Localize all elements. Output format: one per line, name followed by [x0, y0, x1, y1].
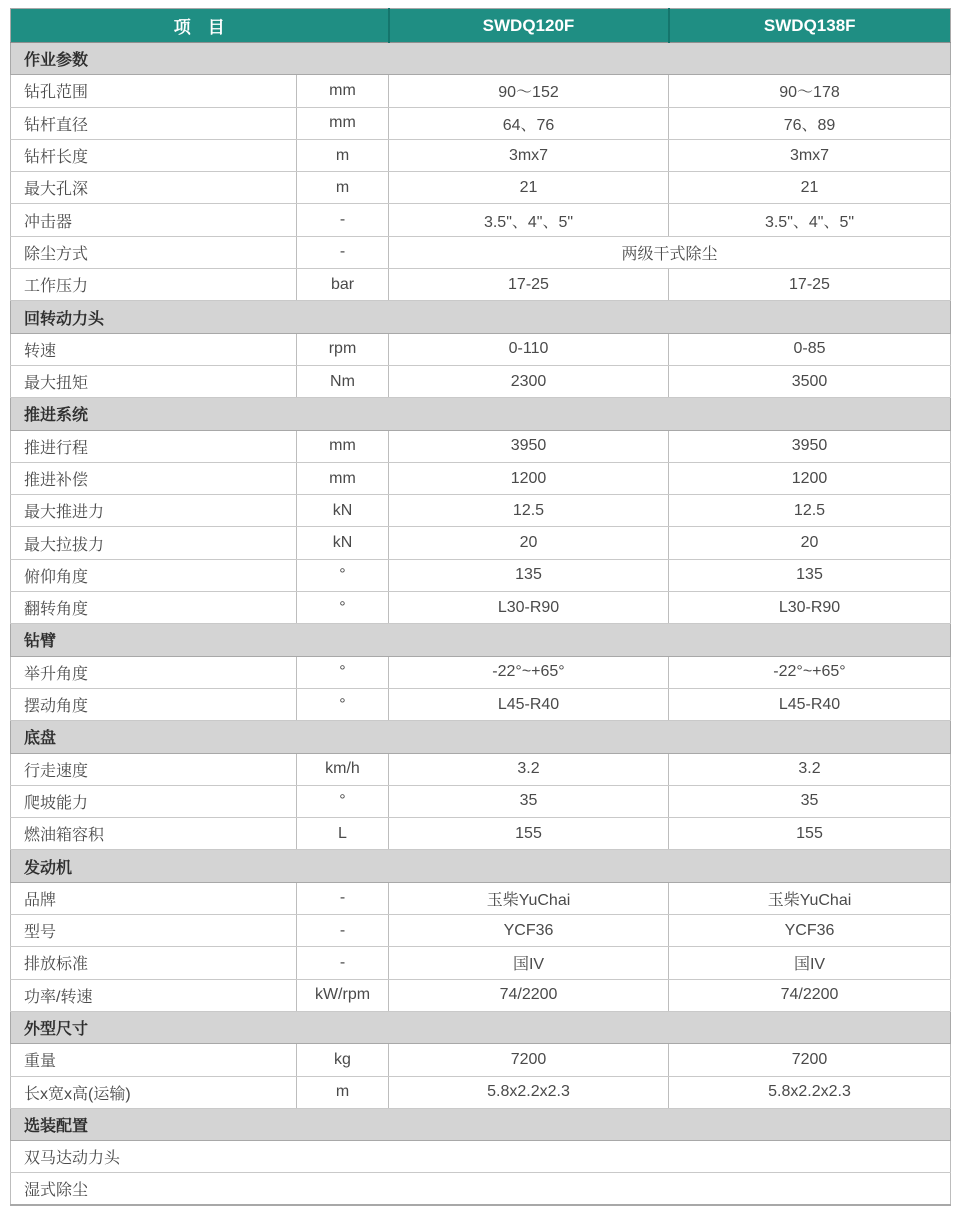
spec-value2-cell: 5.8x2.2x2.3 — [669, 1076, 951, 1108]
spec-value2-cell: 74/2200 — [669, 979, 951, 1011]
spec-row — [11, 1141, 951, 1173]
section-header-row — [11, 301, 951, 333]
spec-label-cell: 功率/转速 — [11, 979, 297, 1011]
section-header-row — [11, 850, 951, 882]
spec-value1-cell: 玉柴YuChai — [389, 882, 669, 914]
spec-value2-cell: L30-R90 — [669, 592, 951, 624]
spec-row — [11, 495, 951, 527]
spec-row — [11, 139, 951, 171]
spec-row — [11, 333, 951, 365]
spec-value1-cell: 国IV — [389, 947, 669, 979]
spec-value1-cell: L30-R90 — [389, 592, 669, 624]
spec-label-cell: 重量 — [11, 1044, 297, 1076]
spec-unit-cell: Nm — [297, 365, 389, 397]
section-title: 作业参数 — [11, 43, 951, 75]
spec-value2-cell: 135 — [669, 559, 951, 591]
spec-value1-cell: 12.5 — [389, 495, 669, 527]
spec-value2-cell: 20 — [669, 527, 951, 559]
spec-row — [11, 75, 951, 107]
spec-unit-cell: m — [297, 172, 389, 204]
spec-label-cell: 除尘方式 — [11, 236, 297, 268]
spec-label-cell: 冲击器 — [11, 204, 297, 236]
spec-value1-cell: 5.8x2.2x2.3 — [389, 1076, 669, 1108]
spec-label-cell: 摆动角度 — [11, 688, 297, 720]
spec-row — [11, 1044, 951, 1076]
spec-value1-cell: 0-110 — [389, 333, 669, 365]
spec-unit-cell: m — [297, 1076, 389, 1108]
spec-unit-cell: ° — [297, 656, 389, 688]
spec-option-label: 双马达动力头 — [11, 1141, 951, 1173]
header-model2-cell: SWDQ138F — [669, 9, 951, 43]
spec-value2-cell: 3500 — [669, 365, 951, 397]
spec-label-cell: 推进行程 — [11, 430, 297, 462]
spec-value1-cell: 74/2200 — [389, 979, 669, 1011]
spec-value2-cell: 21 — [669, 172, 951, 204]
spec-value1-cell: 155 — [389, 818, 669, 850]
spec-label-cell: 排放标准 — [11, 947, 297, 979]
spec-value1-cell: 3.2 — [389, 753, 669, 785]
spec-row — [11, 236, 951, 268]
spec-value1-cell: 90～152 — [389, 75, 669, 107]
spec-row — [11, 947, 951, 979]
spec-unit-cell: - — [297, 915, 389, 947]
spec-unit-cell: bar — [297, 269, 389, 301]
spec-sheet — [10, 8, 950, 1206]
spec-unit-cell: rpm — [297, 333, 389, 365]
spec-label-cell: 品牌 — [11, 882, 297, 914]
spec-label-cell: 最大孔深 — [11, 172, 297, 204]
section-title: 外型尺寸 — [11, 1011, 951, 1043]
spec-option-label: 湿式除尘 — [11, 1173, 951, 1205]
spec-unit-cell: L — [297, 818, 389, 850]
spec-value2-cell: 1200 — [669, 462, 951, 494]
spec-unit-cell: - — [297, 882, 389, 914]
spec-value1-cell: 135 — [389, 559, 669, 591]
spec-value1-cell: -22°~+65° — [389, 656, 669, 688]
spec-table — [10, 8, 951, 1206]
section-title: 发动机 — [11, 850, 951, 882]
spec-row — [11, 1173, 951, 1205]
spec-value1-cell: 2300 — [389, 365, 669, 397]
spec-value1-cell: 17-25 — [389, 269, 669, 301]
spec-value1-cell: 21 — [389, 172, 669, 204]
spec-row — [11, 656, 951, 688]
header-item-cell: 项 目 — [11, 9, 389, 43]
spec-label-cell: 最大扭矩 — [11, 365, 297, 397]
spec-value1-cell: 20 — [389, 527, 669, 559]
spec-value2-cell: 3.5"、4"、5" — [669, 204, 951, 236]
spec-row — [11, 688, 951, 720]
spec-value1-cell: 3mx7 — [389, 139, 669, 171]
spec-value2-cell: 3950 — [669, 430, 951, 462]
spec-label-cell: 举升角度 — [11, 656, 297, 688]
spec-row — [11, 882, 951, 914]
spec-value1-cell: 1200 — [389, 462, 669, 494]
spec-value2-cell: 17-25 — [669, 269, 951, 301]
spec-value2-cell: 3.2 — [669, 753, 951, 785]
spec-row — [11, 1076, 951, 1108]
spec-value1-cell: L45-R40 — [389, 688, 669, 720]
spec-value2-cell: L45-R40 — [669, 688, 951, 720]
spec-unit-cell: m — [297, 139, 389, 171]
spec-value1-cell: 3950 — [389, 430, 669, 462]
section-title: 底盘 — [11, 721, 951, 753]
spec-row — [11, 915, 951, 947]
spec-label-cell: 翻转角度 — [11, 592, 297, 624]
section-title: 回转动力头 — [11, 301, 951, 333]
spec-unit-cell: km/h — [297, 753, 389, 785]
spec-row — [11, 365, 951, 397]
spec-merged-value-cell: 两级干式除尘 — [389, 236, 951, 268]
spec-unit-cell: mm — [297, 75, 389, 107]
spec-row — [11, 269, 951, 301]
spec-row — [11, 818, 951, 850]
spec-label-cell: 转速 — [11, 333, 297, 365]
spec-row — [11, 559, 951, 591]
spec-row — [11, 592, 951, 624]
spec-value2-cell: 玉柴YuChai — [669, 882, 951, 914]
spec-unit-cell: ° — [297, 785, 389, 817]
section-title: 推进系统 — [11, 398, 951, 430]
section-header-row — [11, 721, 951, 753]
spec-value1-cell: 3.5"、4"、5" — [389, 204, 669, 236]
spec-label-cell: 型号 — [11, 915, 297, 947]
spec-unit-cell: mm — [297, 107, 389, 139]
spec-row — [11, 462, 951, 494]
spec-label-cell: 行走速度 — [11, 753, 297, 785]
spec-value2-cell: 7200 — [669, 1044, 951, 1076]
spec-unit-cell: ° — [297, 592, 389, 624]
spec-value1-cell: YCF36 — [389, 915, 669, 947]
spec-unit-cell: kg — [297, 1044, 389, 1076]
spec-label-cell: 钻孔范围 — [11, 75, 297, 107]
spec-unit-cell: ° — [297, 688, 389, 720]
spec-unit-cell: kN — [297, 527, 389, 559]
section-header-row — [11, 43, 951, 75]
spec-value2-cell: 76、89 — [669, 107, 951, 139]
section-header-row — [11, 398, 951, 430]
spec-label-cell: 长x宽x高(运输) — [11, 1076, 297, 1108]
spec-row — [11, 979, 951, 1011]
spec-value2-cell: 12.5 — [669, 495, 951, 527]
spec-value2-cell: 国IV — [669, 947, 951, 979]
section-header-row — [11, 1108, 951, 1140]
spec-row — [11, 107, 951, 139]
header-row — [11, 9, 951, 43]
spec-value1-cell: 35 — [389, 785, 669, 817]
spec-row — [11, 430, 951, 462]
section-title: 选装配置 — [11, 1108, 951, 1140]
spec-row — [11, 204, 951, 236]
spec-label-cell: 钻杆直径 — [11, 107, 297, 139]
spec-unit-cell: ° — [297, 559, 389, 591]
spec-row — [11, 785, 951, 817]
spec-value2-cell: -22°~+65° — [669, 656, 951, 688]
spec-value2-cell: 3mx7 — [669, 139, 951, 171]
spec-unit-cell: - — [297, 204, 389, 236]
spec-value2-cell: 35 — [669, 785, 951, 817]
spec-value1-cell: 64、76 — [389, 107, 669, 139]
spec-label-cell: 最大拉拔力 — [11, 527, 297, 559]
spec-label-cell: 工作压力 — [11, 269, 297, 301]
spec-row — [11, 753, 951, 785]
header-model1-cell: SWDQ120F — [389, 9, 669, 43]
spec-label-cell: 钻杆长度 — [11, 139, 297, 171]
spec-label-cell: 推进补偿 — [11, 462, 297, 494]
spec-unit-cell: kN — [297, 495, 389, 527]
spec-table-header — [11, 9, 951, 43]
spec-table-body — [11, 43, 951, 1206]
spec-value2-cell: 90～178 — [669, 75, 951, 107]
spec-row — [11, 527, 951, 559]
spec-unit-cell: mm — [297, 430, 389, 462]
spec-unit-cell: - — [297, 236, 389, 268]
section-header-row — [11, 1011, 951, 1043]
spec-label-cell: 最大推进力 — [11, 495, 297, 527]
spec-value2-cell: 0-85 — [669, 333, 951, 365]
spec-unit-cell: - — [297, 947, 389, 979]
section-title: 钻臂 — [11, 624, 951, 656]
spec-value1-cell: 7200 — [389, 1044, 669, 1076]
spec-unit-cell: kW/rpm — [297, 979, 389, 1011]
spec-label-cell: 爬坡能力 — [11, 785, 297, 817]
spec-label-cell: 燃油箱容积 — [11, 818, 297, 850]
spec-value2-cell: YCF36 — [669, 915, 951, 947]
spec-unit-cell: mm — [297, 462, 389, 494]
spec-value2-cell: 155 — [669, 818, 951, 850]
spec-row — [11, 172, 951, 204]
spec-label-cell: 俯仰角度 — [11, 559, 297, 591]
section-header-row — [11, 624, 951, 656]
